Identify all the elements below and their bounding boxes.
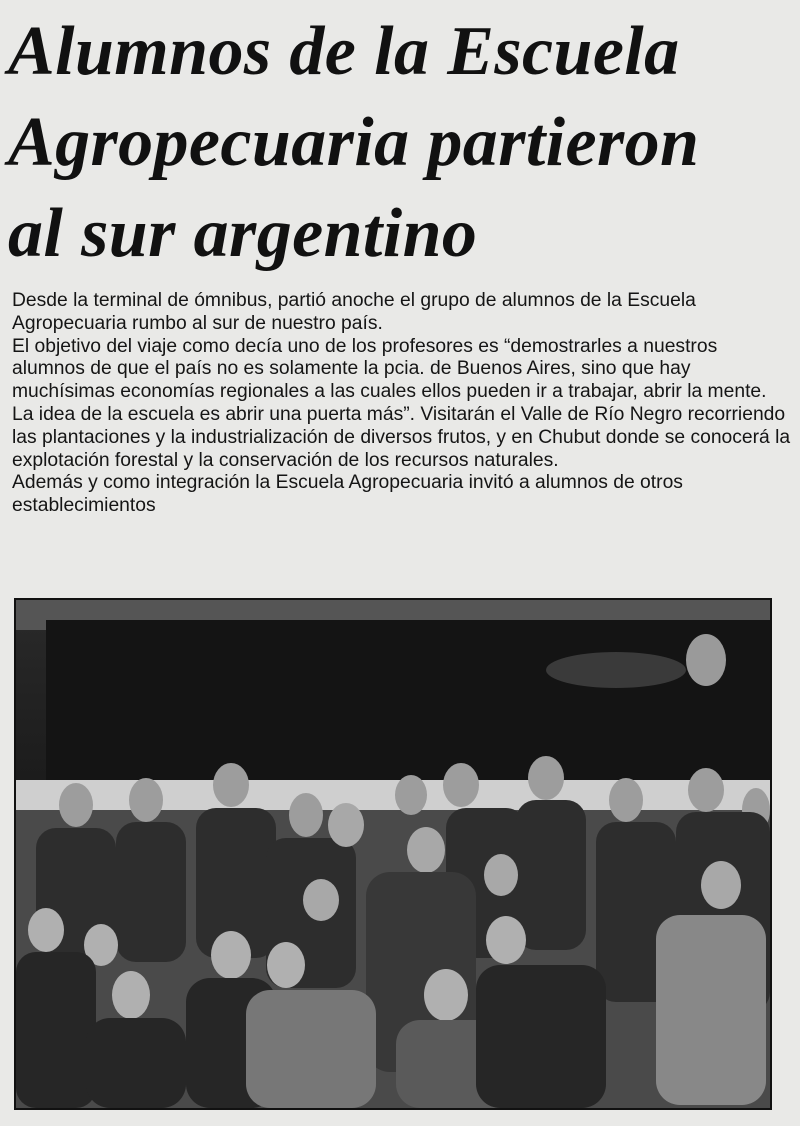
article-paragraph: El objetivo del viaje como decía uno de los profesores es “demostrarles a nuestros alumnos de que el país no es solamente la pcia. de Buenos Aires, sino que hay muchísimas economías regionales a las cuales ellos pueden ir a trabajar, abrir la mente. La idea de la escuela es abrir una puerta más”. Visitarán el Valle de Río Negro recorriendo las plantaciones y la industrialización de diversos frutos, y en Chubut donde se conocerá la explotación forestal y la conservación de los recursos naturales. [12, 335, 791, 471]
headline-line: Alumnos de la Escuela [8, 13, 680, 90]
article-headline [8, 6, 792, 279]
headline-line: Agropecuaria partieron [8, 104, 700, 181]
photo-bus-window [46, 620, 770, 780]
article-paragraph: Además y como integración la Escuela Agropecuaria invitó a alumnos de otros establecimientos [12, 472, 683, 517]
photo-reflection [686, 634, 726, 686]
photo-bus-stripe [16, 780, 770, 810]
headline-line: al sur argentino [8, 195, 478, 272]
photo-reflection [546, 652, 686, 688]
article-paragraph: Desde la terminal de ómnibus, partió anoche el grupo de alumnos de la Escuela Agropecuaria rumbo al sur de nuestro país. [12, 290, 696, 334]
article-photo [14, 598, 772, 1110]
group-photo-illustration [16, 600, 770, 1108]
article-body [12, 290, 792, 518]
